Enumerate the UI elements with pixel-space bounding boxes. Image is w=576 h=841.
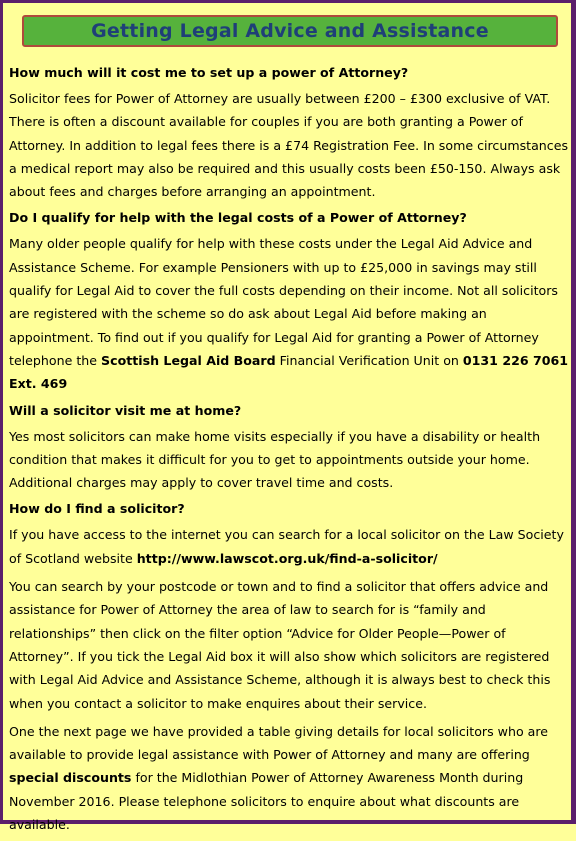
page-title: Getting Legal Advice and Assistance <box>91 20 489 42</box>
paragraph-qualify <box>9 232 569 395</box>
text-run: Financial Verification Unit on <box>275 352 463 368</box>
text-run: Yes most solicitors can make home visits especially if you have a disability or health condition that makes it difficult for you to get to appointments outside your home. Additional charges may apply to cover travel time and costs. <box>9 428 541 491</box>
text-run: Solicitor fees for Power of Attorney are usually between £200 – £300 exclusive of VAT. There is often a discount available for couples if you are both granting a Power of Attorney. In addition to legal fees there is a £74 Registration Fee. In some circumstances a medical report may also be required and this usually costs been £50-150. Always ask about fees and charges before arranging an appointment. <box>9 91 569 200</box>
paragraph-internet-search <box>9 523 569 570</box>
paragraph-home-visit <box>9 425 569 495</box>
paragraph-next-page <box>9 720 569 836</box>
section-heading-find-solicitor: How do I find a solicitor? <box>9 501 185 517</box>
section-heading-qualify: Do I qualify for help with the legal costs of a Power of Attorney? <box>9 210 467 226</box>
text-run: for the Midlothian Power of Attorney Awareness Month during November 2016. Please telephone solicitors to enquire about what discounts are available. <box>9 770 524 833</box>
phone-number: 0131 226 7061 Ext. 469 <box>9 352 569 392</box>
paragraph-cost <box>9 87 569 203</box>
text-run: You can search by your postcode or town and to find a solicitor that offers advice and assistance for Power of Attorney the area of law to search for is “family and relationships” then click on the filter option “Advice for Older People—Power of Attorney”. If you tick the Legal Aid box it will also show which solicitors are registered with Legal Aid Advice and Assistance Scheme, although it is always best to check this when you contact a solicitor to make enquires about their service. <box>9 579 551 711</box>
title-banner <box>22 15 558 47</box>
section-heading-home-visit: Will a solicitor visit me at home? <box>9 402 242 418</box>
text-run: If you have access to the internet you can search for a local solicitor on the Law Society of Scotland website <box>9 527 564 566</box>
special-discounts: special discounts <box>9 770 132 786</box>
text-run: Many older people qualify for help with these costs under the Legal Aid Advice and Assistance Scheme. For example Pensioners with up to £25,000 in savings may still qualify for Legal Aid to cover the full costs depending on their income. Not all solicitors are registered with the scheme so do ask about Legal Aid before making an appointment. To find out if you qualify for Legal Aid for granting a Power of Attorney telephone the <box>9 236 558 368</box>
lawscot-link[interactable]: http://www.lawscot.org.uk/find-a-solicitor/ <box>136 550 438 566</box>
document-body <box>9 63 569 841</box>
text-run: One the next page we have provided a table giving details for local solicitors who are available to provide legal assistance with Power of Attorney and many are offering <box>9 723 549 763</box>
section-heading-cost: How much will it cost me to set up a power of Attorney? <box>9 65 409 80</box>
paragraph-postcode-search <box>9 575 569 715</box>
legal-aid-board-name: Scottish Legal Aid Board <box>101 352 276 368</box>
